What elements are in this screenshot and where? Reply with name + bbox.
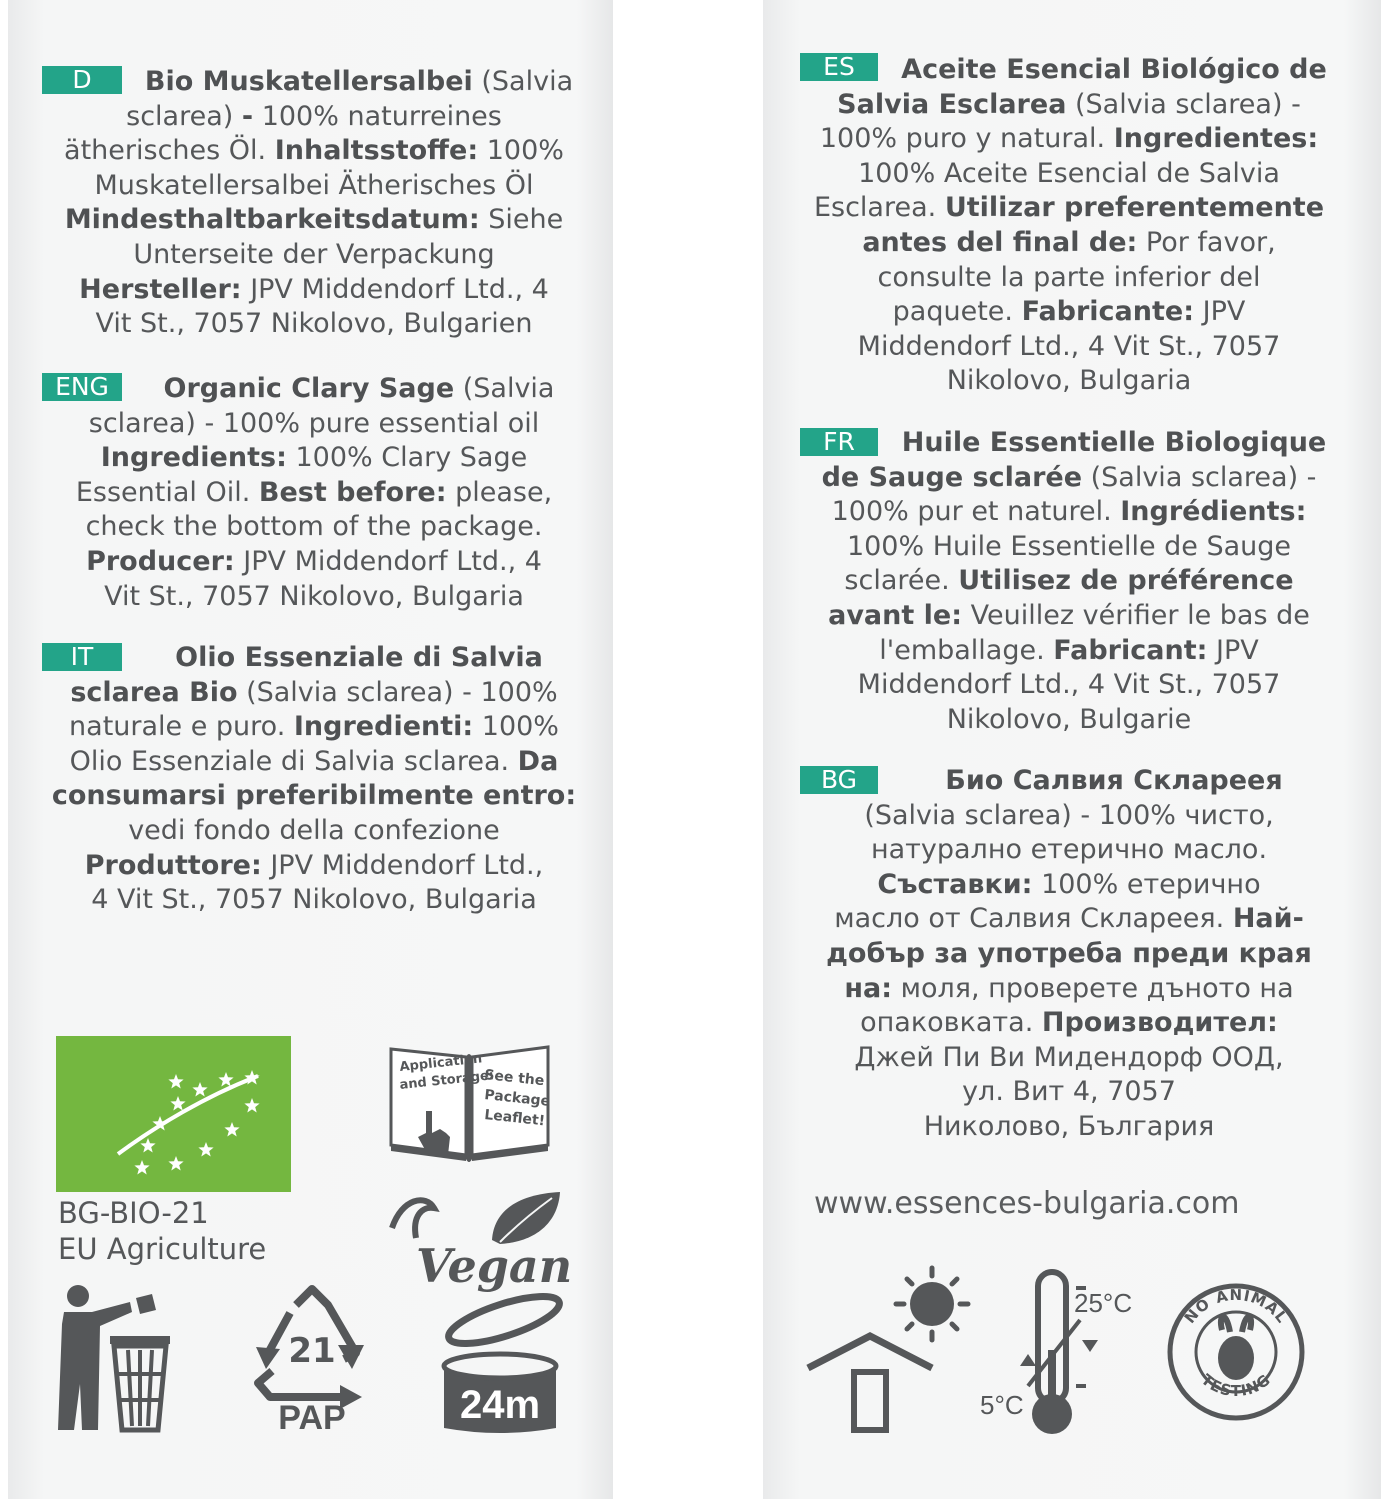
text-line bbox=[40, 580, 588, 615]
bold-segment: Hersteller: bbox=[79, 273, 242, 305]
text-segment: JPV Middendorf Ltd., bbox=[261, 849, 544, 881]
text-segment: Siehe bbox=[479, 204, 564, 236]
text-segment: paquete. bbox=[892, 296, 1022, 328]
text-line bbox=[795, 868, 1343, 903]
text-line bbox=[795, 703, 1343, 738]
lang-tag-it: IT bbox=[42, 643, 122, 671]
bold-segment: sclarea Bio bbox=[70, 676, 238, 708]
bold-segment: Fabricant: bbox=[1053, 634, 1208, 666]
text-line bbox=[795, 295, 1343, 330]
no-animal-bottom-text: TESTING bbox=[1197, 1370, 1275, 1401]
text-segment: Vit St., 7057 Nikolovo, Bulgaria bbox=[104, 580, 524, 612]
text-line bbox=[40, 134, 588, 169]
text-segment: Middendorf Ltd., 4 Vit St., 7057 bbox=[857, 330, 1281, 362]
text-line bbox=[795, 1110, 1343, 1145]
bold-segment: Производител: bbox=[1041, 1007, 1278, 1039]
text-line bbox=[40, 745, 588, 780]
text-segment: 100% етерично bbox=[1032, 868, 1261, 900]
text-line bbox=[795, 972, 1343, 1007]
text-segment: масло от Салвия Склареея. bbox=[834, 903, 1233, 935]
bold-segment: Utilizar preferentemente bbox=[944, 192, 1325, 224]
svg-text:NO ANIMAL bbox=[1181, 1286, 1292, 1327]
text-segment: naturale e puro. bbox=[69, 711, 294, 743]
text-segment: Por favor, bbox=[1137, 226, 1276, 258]
bold-segment: Aceite Esencial Biológico de bbox=[901, 54, 1327, 85]
text-segment: Olio Essenziale di Salvia sclarea. bbox=[69, 745, 518, 777]
bold-segment: Olio Essenziale di Salvia bbox=[175, 642, 543, 673]
text-line bbox=[795, 1041, 1343, 1076]
text-line bbox=[795, 426, 1343, 461]
text-segment: 100% Huile Essentielle de Sauge bbox=[846, 530, 1292, 562]
text-line bbox=[795, 364, 1343, 399]
text-segment: 4 Vit St., 7057 Nikolovo, Bulgaria bbox=[91, 884, 537, 916]
period-after-opening-icon bbox=[438, 1290, 562, 1434]
bold-segment: avant le: bbox=[828, 599, 963, 631]
bold-segment: Best before: bbox=[258, 476, 447, 508]
recycle-pap-icon bbox=[252, 1287, 372, 1435]
text-segment: sclarea) bbox=[126, 100, 242, 132]
text-line bbox=[795, 191, 1343, 226]
leaflet-right-line1: See the bbox=[483, 1067, 546, 1090]
bold-segment: Bio Muskatellersalbei bbox=[144, 66, 473, 97]
text-block-es bbox=[795, 53, 1343, 399]
recycle-number: 21 bbox=[288, 1331, 336, 1371]
text-block-de bbox=[40, 65, 588, 342]
text-line bbox=[795, 461, 1343, 496]
text-segment: Middendorf Ltd., 4 Vit St., 7057 bbox=[857, 669, 1281, 701]
bold-segment: Най- bbox=[1232, 903, 1304, 935]
store-away-from-sun-icon bbox=[806, 1264, 974, 1436]
text-segment: Nikolovo, Bulgaria bbox=[946, 365, 1192, 397]
text-line bbox=[40, 883, 588, 918]
text-segment: Vit St., 7057 Nikolovo, Bulgarien bbox=[95, 308, 533, 340]
text-line bbox=[40, 169, 588, 204]
text-line bbox=[40, 476, 588, 511]
text-line bbox=[40, 203, 588, 238]
text-segment: JPV bbox=[1207, 634, 1259, 666]
text-line bbox=[40, 65, 588, 100]
text-line bbox=[40, 676, 588, 711]
text-segment: ул. Вит 4, 7057 bbox=[962, 1076, 1176, 1108]
text-segment: (Salvia sclarea) - 100% bbox=[237, 676, 558, 708]
text-line bbox=[795, 668, 1343, 703]
text-line bbox=[40, 814, 588, 849]
text-line bbox=[795, 799, 1343, 834]
text-segment: Muskatellersalbei Ätherisches Öl bbox=[94, 169, 534, 201]
text-segment: Veuillez vérifier le bas de bbox=[962, 599, 1310, 631]
text-line bbox=[40, 307, 588, 342]
text-line bbox=[795, 122, 1343, 157]
lang-tag-es: ES bbox=[800, 53, 878, 81]
bold-segment: Da bbox=[517, 745, 559, 777]
text-line bbox=[40, 545, 588, 580]
text-line bbox=[795, 1006, 1343, 1041]
leaflet-left-line1: Application bbox=[398, 1051, 483, 1075]
text-segment: 100% Clary Sage bbox=[286, 442, 528, 474]
bold-segment: на: bbox=[844, 972, 893, 1004]
dispose-in-bin-icon bbox=[58, 1284, 174, 1432]
text-segment: Essential Oil. bbox=[75, 476, 259, 508]
text-line bbox=[795, 530, 1343, 565]
bold-segment: Produttore: bbox=[84, 849, 262, 881]
temp-high: 25°C bbox=[1074, 1288, 1133, 1318]
no-animal-testing-icon bbox=[1166, 1282, 1306, 1422]
text-block-eng bbox=[40, 372, 588, 614]
text-segment: (Salvia sclarea) - 100% чисто, bbox=[864, 799, 1274, 831]
text-line bbox=[40, 273, 588, 308]
text-line bbox=[40, 238, 588, 273]
text-line bbox=[40, 510, 588, 545]
text-block-it bbox=[40, 641, 588, 918]
bold-segment: Utilisez de préférence bbox=[958, 565, 1294, 597]
text-segment: consulte la parte inferior del bbox=[877, 261, 1261, 293]
text-line bbox=[795, 226, 1343, 261]
bold-segment: Producer: bbox=[86, 545, 235, 577]
lang-tag-fr: FR bbox=[800, 428, 878, 456]
text-block-bg bbox=[795, 764, 1343, 1145]
text-segment: 100% bbox=[473, 711, 559, 743]
text-segment: please, bbox=[446, 476, 553, 508]
text-segment: JPV Middendorf Ltd., 4 bbox=[241, 273, 549, 305]
text-line bbox=[795, 937, 1343, 972]
text-segment: моля, проверете дъното на bbox=[892, 972, 1294, 1004]
text-line bbox=[40, 849, 588, 884]
bold-segment: - bbox=[241, 100, 254, 132]
text-line bbox=[795, 88, 1343, 123]
eu-agriculture: EU Agriculture bbox=[58, 1232, 267, 1266]
text-line bbox=[795, 495, 1343, 530]
text-line bbox=[40, 779, 588, 814]
eu-organic-logo-icon bbox=[56, 1036, 291, 1192]
package-leaflet-icon bbox=[388, 1037, 554, 1175]
bold-segment: Ingredienti: bbox=[293, 711, 474, 743]
text-segment: sclarée. bbox=[844, 565, 959, 597]
bold-segment: Fabricante: bbox=[1021, 296, 1195, 328]
leaflet-right-line3: Leaflet! bbox=[483, 1107, 546, 1130]
text-line bbox=[795, 764, 1343, 799]
text-segment: 100% naturreines bbox=[253, 100, 502, 132]
text-segment: vedi fondo della confezione bbox=[128, 814, 500, 846]
leaflet-left-line2: and Storage: bbox=[398, 1068, 495, 1093]
text-segment: 100% puro y natural. bbox=[819, 123, 1114, 155]
bold-segment: Био Салвия Склареея bbox=[945, 765, 1283, 796]
text-segment: Nikolovo, Bulgarie bbox=[946, 703, 1192, 735]
text-line bbox=[795, 261, 1343, 296]
lang-tag-bg: BG bbox=[800, 766, 878, 794]
no-animal-top-text: NO ANIMAL bbox=[1180, 1285, 1292, 1327]
pao-text: 24m bbox=[459, 1383, 541, 1427]
text-segment: Николово, България bbox=[923, 1110, 1215, 1142]
bold-segment: Ingredients: bbox=[100, 442, 287, 474]
bold-segment: Organic Clary Sage bbox=[163, 373, 455, 404]
website-link[interactable]: www.essences-bulgaria.com bbox=[814, 1186, 1240, 1221]
text-segment: (Salvia sclarea) - bbox=[1066, 88, 1301, 120]
bold-segment: Съставки: bbox=[877, 868, 1033, 900]
vegan-leaf-icon bbox=[382, 1188, 573, 1294]
bold-segment: Mindesthaltbarkeitsdatum: bbox=[64, 204, 480, 236]
text-segment: 100% bbox=[478, 135, 564, 167]
text-line bbox=[795, 599, 1343, 634]
bold-segment: добър за употреба преди края bbox=[826, 937, 1312, 969]
bold-segment: de Sauge sclarée bbox=[821, 461, 1083, 493]
text-line bbox=[795, 157, 1343, 192]
temp-low: 5°C bbox=[980, 1390, 1024, 1420]
text-segment: JPV bbox=[1194, 296, 1246, 328]
text-segment: (Salvia bbox=[472, 66, 574, 97]
text-segment: Unterseite der Verpackung bbox=[133, 238, 495, 270]
text-segment: 100% Aceite Esencial de Salvia bbox=[858, 157, 1280, 189]
lang-tag-eng: ENG bbox=[42, 373, 122, 401]
text-line bbox=[795, 564, 1343, 599]
text-segment: sclarea) - 100% pure essential oil bbox=[88, 407, 540, 439]
text-segment: опаковката. bbox=[860, 1007, 1042, 1039]
text-segment: (Salvia sclarea) - bbox=[1082, 461, 1317, 493]
temperature-range-icon bbox=[980, 1266, 1150, 1442]
text-segment: Джей Пи Ви Мидендорф ООД, bbox=[854, 1041, 1284, 1073]
lang-tag-de: D bbox=[42, 66, 122, 94]
bold-segment: Salvia Esclarea bbox=[837, 88, 1067, 120]
text-segment: check the bottom of the package. bbox=[85, 511, 543, 543]
recycle-label: PAP bbox=[278, 1399, 346, 1437]
text-segment: натурално етерично масло. bbox=[870, 834, 1268, 866]
bold-segment: antes del final de: bbox=[862, 226, 1138, 258]
text-line bbox=[40, 407, 588, 442]
text-segment: l'emballage. bbox=[879, 634, 1054, 666]
text-line bbox=[795, 53, 1343, 88]
text-segment: ätherisches Öl. bbox=[64, 135, 275, 167]
bold-segment: consumarsi preferibilmente entro: bbox=[51, 780, 577, 812]
bold-segment: Huile Essentielle Biologique bbox=[901, 427, 1327, 458]
text-line bbox=[795, 330, 1343, 365]
bold-segment: Ingredientes: bbox=[1113, 123, 1319, 155]
text-line bbox=[795, 1075, 1343, 1110]
text-line bbox=[40, 100, 588, 135]
text-line bbox=[40, 710, 588, 745]
text-block-fr bbox=[795, 426, 1343, 737]
text-line bbox=[795, 902, 1343, 937]
leaflet-right-line2: Package bbox=[483, 1087, 551, 1110]
text-line bbox=[40, 372, 588, 407]
text-line bbox=[795, 634, 1343, 669]
text-segment: 100% pur et naturel. bbox=[831, 496, 1121, 528]
vegan-text: Vegan bbox=[416, 1239, 573, 1293]
text-line bbox=[795, 833, 1343, 868]
text-line bbox=[40, 441, 588, 476]
text-segment: (Salvia bbox=[454, 373, 555, 404]
bold-segment: Inhaltsstoffe: bbox=[274, 135, 479, 167]
text-line bbox=[40, 641, 588, 676]
text-segment: Esclarea. bbox=[813, 192, 945, 224]
bold-segment: Ingrédients: bbox=[1120, 496, 1307, 528]
eu-code: BG-BIO-21 bbox=[58, 1196, 209, 1230]
text-segment: JPV Middendorf Ltd., 4 bbox=[234, 545, 542, 577]
